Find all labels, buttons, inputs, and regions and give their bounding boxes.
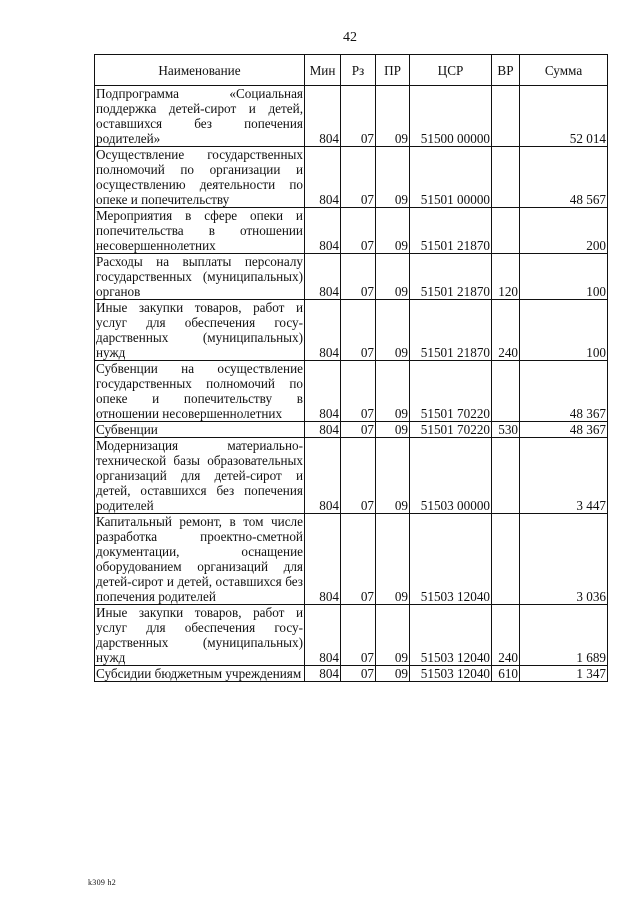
cell-rz: 07	[341, 666, 376, 682]
cell-sum: 1 689	[520, 605, 608, 666]
cell-csr: 51503 00000	[410, 438, 492, 514]
cell-vr: 610	[492, 666, 520, 682]
cell-csr: 51501 00000	[410, 147, 492, 208]
cell-vr	[492, 514, 520, 605]
table-row	[95, 422, 608, 438]
cell-csr: 51503 12040	[410, 666, 492, 682]
cell-sum: 3 447	[520, 438, 608, 514]
cell-pr: 09	[376, 300, 410, 361]
cell-name: Расходы на выплаты персоналу государственных (муниципальных) органов	[96, 254, 303, 299]
cell-rz: 07	[341, 605, 376, 666]
cell-pr: 09	[376, 361, 410, 422]
header-name: Наименование	[95, 55, 305, 86]
cell-min: 804	[305, 147, 341, 208]
cell-min: 804	[305, 438, 341, 514]
cell-sum: 100	[520, 254, 608, 300]
cell-rz: 07	[341, 438, 376, 514]
cell-vr: 530	[492, 422, 520, 438]
cell-min: 804	[305, 254, 341, 300]
header-csr: ЦСР	[410, 55, 492, 86]
budget-table	[94, 54, 608, 682]
table-header-row	[95, 55, 608, 86]
cell-vr	[492, 438, 520, 514]
table-row	[95, 300, 608, 361]
cell-pr: 09	[376, 514, 410, 605]
cell-pr: 09	[376, 666, 410, 682]
header-pr: ПР	[376, 55, 410, 86]
cell-name: Субвенции	[95, 422, 305, 438]
table-row	[95, 254, 608, 300]
cell-sum: 200	[520, 208, 608, 254]
cell-vr	[492, 86, 520, 147]
cell-sum: 100	[520, 300, 608, 361]
table-row	[95, 666, 608, 682]
cell-csr: 51501 21870	[410, 208, 492, 254]
footer-code: k309 h2	[88, 878, 117, 887]
table-row	[95, 514, 608, 605]
cell-sum: 52 014	[520, 86, 608, 147]
cell-name: Подпрограмма «Социальная поддержка детей-сирот и детей, оставшихся без попечения родителей»	[96, 86, 303, 146]
cell-csr: 51503 12040	[410, 605, 492, 666]
cell-name: Осуществление государственных полномочий по организации и осуществлению деятельности по опеке и попечительству	[96, 147, 303, 207]
cell-csr: 51501 70220	[410, 422, 492, 438]
cell-pr: 09	[376, 438, 410, 514]
cell-rz: 07	[341, 514, 376, 605]
header-vr: ВР	[492, 55, 520, 86]
header-rz: Рз	[341, 55, 376, 86]
cell-csr: 51500 00000	[410, 86, 492, 147]
cell-sum: 48 367	[520, 361, 608, 422]
cell-sum: 3 036	[520, 514, 608, 605]
cell-csr: 51501 21870	[410, 300, 492, 361]
cell-name: Капитальный ремонт, в том числе разработка проектно-сметной документации, оснащение оборудованием организаций для детей-сирот и детей, оставшихся без попечения родителей	[96, 514, 303, 604]
cell-rz: 07	[341, 254, 376, 300]
cell-vr: 240	[492, 605, 520, 666]
cell-pr: 09	[376, 422, 410, 438]
cell-pr: 09	[376, 254, 410, 300]
cell-csr: 51501 70220	[410, 361, 492, 422]
cell-rz: 07	[341, 300, 376, 361]
cell-name: Мероприятия в сфере опеки и попечительства в отношении несовершеннолетних	[96, 208, 303, 253]
cell-pr: 09	[376, 86, 410, 147]
cell-csr: 51501 21870	[410, 254, 492, 300]
cell-name: Субвенции на осуществление государственных полномочий по опеке и попечительству в отношении несовершеннолетних	[96, 361, 303, 421]
table-row	[95, 208, 608, 254]
cell-name: Иные закупки товаров, работ и услуг для обеспечения государственных (муниципальных) нужд	[96, 300, 303, 360]
cell-rz: 07	[341, 86, 376, 147]
cell-min: 804	[305, 208, 341, 254]
page-number: 42	[343, 30, 357, 45]
cell-rz: 07	[341, 208, 376, 254]
cell-name: Модернизация материально-технической базы образовательных организаций для детей-сирот и детей, оставшихся без попечения родителей	[96, 438, 303, 513]
table-row	[95, 147, 608, 208]
cell-name: Иные закупки товаров, работ и услуг для обеспечения государственных (муниципальных) нужд	[96, 605, 303, 665]
cell-vr	[492, 147, 520, 208]
cell-vr: 240	[492, 300, 520, 361]
cell-vr	[492, 361, 520, 422]
table-row	[95, 361, 608, 422]
cell-min: 804	[305, 300, 341, 361]
cell-vr: 120	[492, 254, 520, 300]
cell-rz: 07	[341, 422, 376, 438]
cell-vr	[492, 208, 520, 254]
table-row	[95, 605, 608, 666]
cell-csr: 51503 12040	[410, 514, 492, 605]
cell-name: Субсидии бюджетным учреждениям	[95, 666, 305, 682]
cell-pr: 09	[376, 208, 410, 254]
table-row	[95, 86, 608, 147]
header-min: Мин	[305, 55, 341, 86]
cell-min: 804	[305, 666, 341, 682]
cell-min: 804	[305, 514, 341, 605]
header-sum: Сумма	[520, 55, 608, 86]
cell-min: 804	[305, 361, 341, 422]
cell-pr: 09	[376, 147, 410, 208]
cell-min: 804	[305, 86, 341, 147]
cell-sum: 1 347	[520, 666, 608, 682]
cell-rz: 07	[341, 147, 376, 208]
cell-pr: 09	[376, 605, 410, 666]
cell-sum: 48 367	[520, 422, 608, 438]
cell-sum: 48 567	[520, 147, 608, 208]
cell-min: 804	[305, 422, 341, 438]
cell-min: 804	[305, 605, 341, 666]
cell-rz: 07	[341, 361, 376, 422]
table-row	[95, 438, 608, 514]
